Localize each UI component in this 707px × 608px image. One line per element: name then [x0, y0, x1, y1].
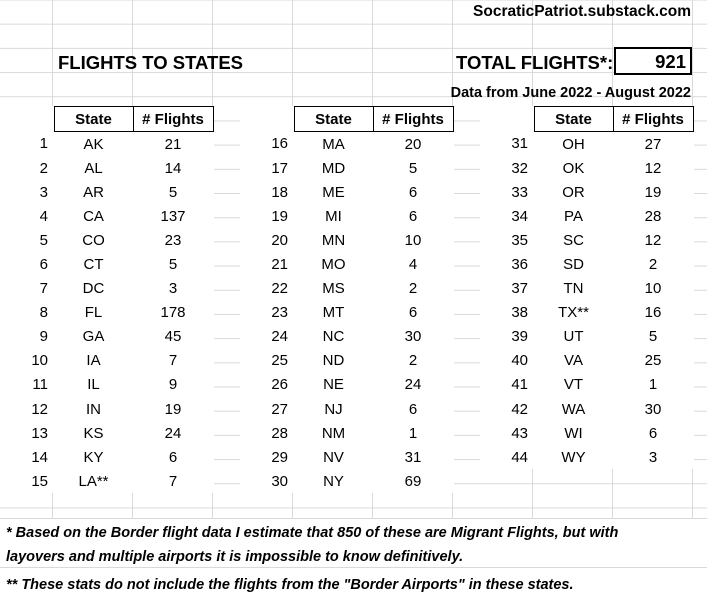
- state-cell[interactable]: WY: [561, 448, 586, 466]
- state-cell[interactable]: MD: [321, 159, 346, 177]
- row-number-cell[interactable]: 18: [271, 183, 288, 201]
- flights-cell[interactable]: 30: [644, 400, 662, 418]
- flights-cell[interactable]: 6: [408, 304, 418, 322]
- row-number-cell[interactable]: 39: [511, 328, 528, 346]
- table-header-row: [0, 107, 213, 132]
- row-number-cell[interactable]: 9: [39, 328, 48, 346]
- table-row: [240, 445, 453, 469]
- table-row: [0, 469, 213, 493]
- flights-cell[interactable]: 6: [168, 448, 178, 466]
- state-cell[interactable]: IN: [86, 400, 101, 418]
- row-number-cell[interactable]: 26: [271, 376, 288, 394]
- flights-cell[interactable]: 12: [644, 159, 662, 177]
- state-cell[interactable]: PA: [564, 207, 583, 225]
- table-row: [480, 204, 693, 228]
- page-title: FLIGHTS TO STATES: [58, 52, 243, 73]
- row-number-cell[interactable]: 24: [271, 328, 288, 346]
- table-row: [240, 421, 453, 445]
- state-cell[interactable]: MI: [325, 207, 342, 225]
- row-number-cell[interactable]: 8: [39, 304, 48, 322]
- state-cell[interactable]: NY: [323, 472, 344, 490]
- flights-cell[interactable]: 10: [644, 280, 662, 298]
- table-row: [0, 373, 213, 397]
- row-number-cell[interactable]: 30: [271, 472, 288, 490]
- flights-cell[interactable]: 27: [644, 135, 662, 153]
- row-number-cell[interactable]: 29: [271, 448, 288, 466]
- row-number-cell[interactable]: 16: [271, 135, 288, 153]
- state-cell[interactable]: CT: [83, 256, 104, 274]
- flights-cell[interactable]: 5: [408, 159, 418, 177]
- row-number-cell[interactable]: 43: [511, 424, 528, 442]
- table-row: [0, 180, 213, 204]
- row-number-cell[interactable]: 12: [31, 400, 48, 418]
- flights-cell[interactable]: 6: [408, 207, 418, 225]
- row-number-cell[interactable]: 4: [39, 207, 48, 225]
- table-row: [480, 277, 693, 301]
- flights-cell[interactable]: 7: [168, 472, 178, 490]
- table-row: [480, 445, 693, 469]
- table-row: [0, 397, 213, 421]
- row-number-cell[interactable]: 23: [271, 304, 288, 322]
- state-cell[interactable]: ME: [322, 183, 345, 201]
- flights-cell[interactable]: 2: [408, 352, 418, 370]
- flights-cell[interactable]: 6: [408, 183, 418, 201]
- state-cell[interactable]: SD: [563, 256, 584, 274]
- row-number-cell[interactable]: 37: [511, 280, 528, 298]
- state-cell[interactable]: SC: [563, 231, 584, 249]
- table-row: [240, 325, 453, 349]
- flights-cell[interactable]: 25: [644, 352, 662, 370]
- flights-cell[interactable]: 28: [644, 207, 662, 225]
- table-row: [240, 132, 453, 157]
- row-number-cell[interactable]: 20: [271, 231, 288, 249]
- table-row: [480, 349, 693, 373]
- flights-column-header[interactable]: # Flights: [133, 107, 213, 132]
- state-cell[interactable]: ND: [322, 352, 345, 370]
- state-cell[interactable]: NE: [323, 376, 344, 394]
- state-cell[interactable]: NV: [323, 448, 344, 466]
- row-number-cell[interactable]: 33: [511, 183, 528, 201]
- flights-cell[interactable]: 21: [164, 135, 182, 153]
- row-number-cell[interactable]: 1: [39, 135, 48, 153]
- state-cell[interactable]: FL: [84, 304, 103, 322]
- flights-cell[interactable]: 30: [404, 328, 422, 346]
- state-cell[interactable]: OR: [562, 183, 585, 201]
- state-column-header[interactable]: State: [294, 107, 373, 132]
- flights-column-header[interactable]: # Flights: [373, 107, 453, 132]
- flights-cell[interactable]: 31: [404, 448, 422, 466]
- table-row: [0, 421, 213, 445]
- flights-cell[interactable]: 24: [164, 424, 182, 442]
- row-number-cell[interactable]: 40: [511, 352, 528, 370]
- flights-cell[interactable]: 2: [408, 280, 418, 298]
- state-cell[interactable]: MN: [321, 231, 346, 249]
- flights-cell[interactable]: 24: [404, 376, 422, 394]
- row-number-cell[interactable]: 10: [31, 352, 48, 370]
- state-cell[interactable]: OK: [562, 159, 585, 177]
- row-number-cell[interactable]: 22: [271, 280, 288, 298]
- row-number-cell[interactable]: 32: [511, 159, 528, 177]
- table-row: [0, 349, 213, 373]
- row-number-cell[interactable]: 21: [271, 256, 288, 274]
- flights-cell[interactable]: 19: [164, 400, 182, 418]
- table-row: [240, 349, 453, 373]
- flights-cell[interactable]: 1: [648, 376, 658, 394]
- row-number-cell[interactable]: 25: [271, 352, 288, 370]
- table-row: [0, 277, 213, 301]
- state-cell[interactable]: WI: [564, 424, 583, 442]
- table-header-row: [240, 107, 453, 132]
- flights-cell[interactable]: 1: [408, 424, 418, 442]
- state-cell[interactable]: MS: [322, 280, 345, 298]
- flights-cell[interactable]: 178: [160, 304, 186, 322]
- flights-cell[interactable]: 5: [648, 328, 658, 346]
- row-number-cell[interactable]: 28: [271, 424, 288, 442]
- flights-cell[interactable]: 5: [168, 183, 178, 201]
- flights-cell[interactable]: 2: [648, 256, 658, 274]
- state-cell[interactable]: KS: [83, 424, 104, 442]
- flights-cell[interactable]: 5: [168, 256, 178, 274]
- table-row: [480, 252, 693, 276]
- flights-cell[interactable]: 69: [404, 472, 422, 490]
- row-number-cell[interactable]: 41: [511, 376, 528, 394]
- row-number-cell[interactable]: 6: [39, 256, 48, 274]
- index-header: [480, 107, 534, 132]
- table-row: [0, 156, 213, 180]
- row-number-cell[interactable]: 5: [39, 231, 48, 249]
- state-column-header[interactable]: State: [534, 107, 613, 132]
- flights-cell[interactable]: 20: [404, 135, 422, 153]
- flights-cell[interactable]: 9: [168, 376, 178, 394]
- state-cell[interactable]: NJ: [324, 400, 343, 418]
- table-row: [240, 397, 453, 421]
- row-number-cell[interactable]: 17: [271, 159, 288, 177]
- row-number-cell[interactable]: 34: [511, 207, 528, 225]
- table-row: [240, 204, 453, 228]
- table-row: [0, 132, 213, 157]
- table-row: [480, 325, 693, 349]
- table-row: [0, 252, 213, 276]
- state-cell[interactable]: NM: [321, 424, 346, 442]
- row-number-cell[interactable]: 35: [511, 231, 528, 249]
- state-cell[interactable]: TX**: [558, 304, 589, 322]
- table-row: [480, 156, 693, 180]
- footnote-border-airports: ** These stats do not include the flights from the "Border Airports" in these states.: [6, 577, 574, 593]
- flights-cell[interactable]: 14: [164, 159, 182, 177]
- flights-cell[interactable]: 10: [404, 231, 422, 249]
- state-cell[interactable]: AL: [84, 159, 103, 177]
- table-row: [480, 301, 693, 325]
- row-number-cell[interactable]: 31: [511, 135, 528, 153]
- footnote-migrant-estimate-cont: layovers and multiple airports it is impossible to know definitively.: [6, 549, 464, 565]
- table-row: [240, 228, 453, 252]
- table-row: [0, 204, 213, 228]
- site-url: SocraticPatriot.substack.com: [473, 3, 691, 20]
- state-cell[interactable]: VT: [563, 376, 584, 394]
- table-row: [480, 373, 693, 397]
- table-row: [240, 156, 453, 180]
- flights-cell[interactable]: 12: [644, 231, 662, 249]
- row-number-cell[interactable]: 36: [511, 256, 528, 274]
- state-cell[interactable]: NC: [322, 328, 345, 346]
- row-number-cell[interactable]: 11: [32, 376, 48, 394]
- flights-table-3: [480, 106, 694, 469]
- flights-table-1: [0, 106, 214, 493]
- row-number-cell[interactable]: 27: [271, 400, 288, 418]
- flights-cell[interactable]: 3: [168, 280, 178, 298]
- table-row: [240, 252, 453, 276]
- table-row: [480, 397, 693, 421]
- state-cell[interactable]: OH: [562, 135, 585, 153]
- state-cell[interactable]: MT: [322, 304, 345, 322]
- total-flights-label: TOTAL FLIGHTS*:: [456, 52, 614, 73]
- row-number-cell[interactable]: 38: [511, 304, 528, 322]
- flights-cell[interactable]: 4: [408, 256, 418, 274]
- table-row: [240, 301, 453, 325]
- row-number-cell[interactable]: 14: [31, 448, 48, 466]
- state-cell[interactable]: MA: [322, 135, 345, 153]
- flights-cell[interactable]: 137: [160, 207, 186, 225]
- state-cell[interactable]: MO: [321, 256, 346, 274]
- table-row: [240, 180, 453, 204]
- row-number-cell[interactable]: 44: [511, 448, 528, 466]
- row-number-cell[interactable]: 15: [31, 472, 48, 490]
- table-row: [240, 469, 453, 493]
- footnote-migrant-estimate: * Based on the Border flight data I estimate that 850 of these are Migrant Flights, but with: [6, 525, 619, 541]
- state-cell[interactable]: UT: [563, 328, 584, 346]
- flights-column-header[interactable]: # Flights: [613, 107, 693, 132]
- flights-cell[interactable]: 19: [644, 183, 662, 201]
- state-cell[interactable]: DC: [82, 280, 105, 298]
- state-column-header[interactable]: State: [54, 107, 133, 132]
- state-cell[interactable]: TN: [563, 280, 584, 298]
- flights-cell[interactable]: 6: [408, 400, 418, 418]
- row-number-cell[interactable]: 19: [271, 207, 288, 225]
- index-header: [240, 107, 294, 132]
- state-cell[interactable]: WA: [561, 400, 586, 418]
- footnotes: [0, 518, 707, 608]
- flights-cell[interactable]: 23: [164, 231, 182, 249]
- row-number-cell[interactable]: 7: [39, 280, 48, 298]
- table-row: [240, 277, 453, 301]
- state-cell[interactable]: KY: [83, 448, 104, 466]
- state-cell[interactable]: VA: [564, 352, 583, 370]
- state-cell[interactable]: GA: [82, 328, 105, 346]
- index-header: [0, 107, 54, 132]
- table-header-row: [480, 107, 693, 132]
- flights-cell[interactable]: 7: [168, 352, 178, 370]
- flights-cell[interactable]: 16: [644, 304, 662, 322]
- row-number-cell[interactable]: 2: [39, 159, 48, 177]
- date-range: Data from June 2022 - August 2022: [450, 85, 691, 101]
- state-cell[interactable]: CO: [82, 231, 105, 249]
- state-cell[interactable]: IA: [86, 352, 101, 370]
- flights-cell[interactable]: 45: [164, 328, 182, 346]
- flights-cell[interactable]: 3: [648, 448, 658, 466]
- table-row: [480, 228, 693, 252]
- table-row: [0, 228, 213, 252]
- state-cell[interactable]: LA**: [78, 472, 109, 490]
- row-number-cell[interactable]: 3: [39, 183, 48, 201]
- row-number-cell[interactable]: 13: [31, 424, 48, 442]
- table-row: [0, 325, 213, 349]
- flights-table-2: [240, 106, 454, 493]
- table-row: [0, 301, 213, 325]
- state-cell[interactable]: AK: [83, 135, 104, 153]
- state-cell[interactable]: AR: [83, 183, 104, 201]
- flights-cell[interactable]: 6: [648, 424, 658, 442]
- total-flights-value[interactable]: 921: [614, 47, 692, 75]
- table-row: [0, 445, 213, 469]
- row-number-cell[interactable]: 42: [511, 400, 528, 418]
- state-cell[interactable]: CA: [83, 207, 104, 225]
- table-row: [480, 180, 693, 204]
- table-row: [480, 132, 693, 157]
- table-row: [240, 373, 453, 397]
- state-cell[interactable]: IL: [87, 376, 100, 394]
- table-row: [480, 421, 693, 445]
